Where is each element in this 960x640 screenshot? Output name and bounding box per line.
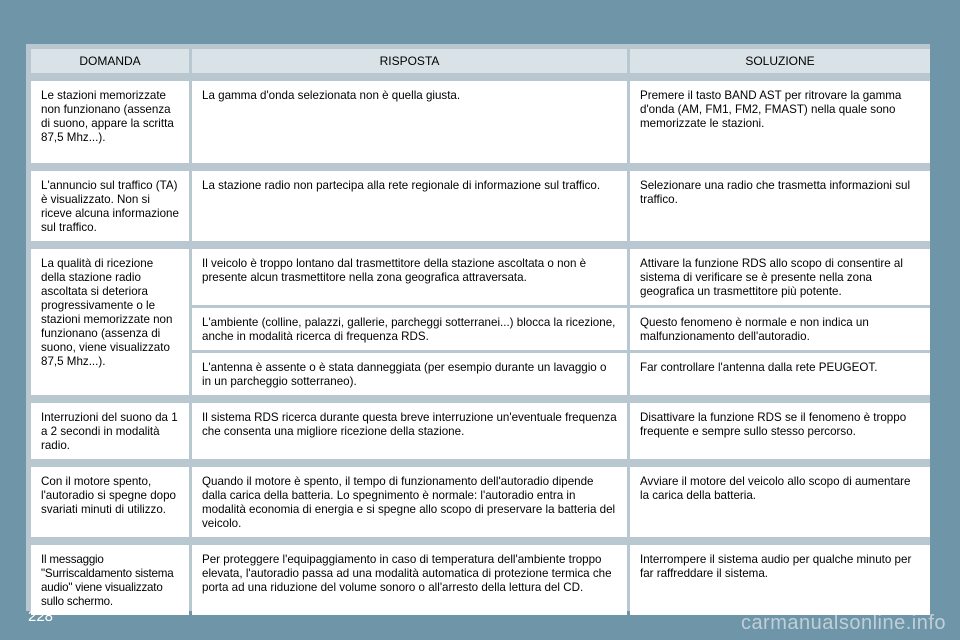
solution-cell: Questo fenomeno è normale e non indica un malfunzionamento dell'autoradio. [630, 308, 930, 350]
solution-cell: Premere il tasto BAND AST per ritrovare la gamma d'onda (AM, FM1, FM2, FMAST) nella quale sono memorizzate le stazioni. [630, 81, 930, 163]
solution-cell: Avviare il motore del veicolo allo scopo di aumentare la carica della batteria. [630, 467, 930, 537]
solution-cell: Interrompere il sistema audio per qualche minuto per far raffreddare il sistema. [630, 545, 930, 615]
answer-cell: L'antenna è assente o è stata danneggiata (per esempio durante un lavaggio o in un parcheggio sotterraneo). [192, 353, 627, 395]
question-cell: Con il motore spento, l'autoradio si spegne dopo svariati minuti di utilizzo. [31, 467, 189, 537]
answer-cell: Quando il motore è spento, il tempo di funzionamento dell'autoradio dipende dalla carica della batteria. Lo spegnimento è normale: l'autoradio entra in modalità economia di energia e si spegne allo scopo di preservare la batteria del veicolo. [192, 467, 627, 537]
solution-cell: Disattivare la funzione RDS se il fenomeno è troppo frequente e sempre sullo stesso percorso. [630, 403, 930, 459]
header-row [31, 49, 930, 73]
question-cell: Le stazioni memorizzate non funzionano (assenza di suono, appare la scritta 87,5 Mhz...). [31, 81, 189, 163]
table-row [31, 249, 930, 305]
table-row [31, 171, 930, 241]
table-row [31, 403, 930, 459]
solution-cell: Attivare la funzione RDS allo scopo di consentire al sistema di verificare se è presente nella zona geografica un trasmettitore più potente. [630, 249, 930, 305]
page-number: 228 [28, 608, 54, 625]
faq-table [28, 46, 933, 618]
answer-cell: L'ambiente (colline, palazzi, gallerie, parcheggi sotterranei...) blocca la ricezione, anche in modalità ricerca di frequenza RDS. [192, 308, 627, 350]
question-cell: Interruzioni del suono da 1 a 2 secondi in modalità radio. [31, 403, 189, 459]
question-cell: Il messaggio "Surriscaldamento sistema audio" viene visualizzato sullo schermo. [31, 545, 189, 615]
watermark: carmanualsonline.info [740, 612, 946, 634]
table-row [31, 545, 930, 615]
header-risposta: RISPOSTA [192, 49, 627, 73]
answer-cell: Per proteggere l'equipaggiamento in caso di temperatura dell'ambiente troppo elevata, l'autoradio passa ad una modalità automatica di protezione termica che porta ad una riduzione del volume sonoro o all'arresto della lettura del CD. [192, 545, 627, 615]
answer-cell: Il sistema RDS ricerca durante questa breve interruzione un'eventuale frequenza che consenta una migliore ricezione della stazione. [192, 403, 627, 459]
solution-cell: Far controllare l'antenna dalla rete PEUGEOT. [630, 353, 930, 395]
answer-cell: La stazione radio non partecipa alla rete regionale di informazione sul traffico. [192, 171, 627, 241]
question-cell: L'annuncio sul traffico (TA) è visualizzato. Non si riceve alcuna informazione sul traffico. [31, 171, 189, 241]
answer-cell: La gamma d'onda selezionata non è quella giusta. [192, 81, 627, 163]
header-soluzione: SOLUZIONE [630, 49, 930, 73]
solution-cell: Selezionare una radio che trasmetta informazioni sul traffico. [630, 171, 930, 241]
table-row [31, 467, 930, 537]
question-cell: La qualità di ricezione della stazione radio ascoltata si deteriora progressivamente o le stazioni memorizzate non funzionano (assenza di suono, viene visualizzato 87,5 Mhz...). [31, 249, 189, 395]
table-row [31, 81, 930, 163]
answer-cell: Il veicolo è troppo lontano dal trasmettitore della stazione ascoltata o non è presente alcun trasmettitore nella zona geografica attraversata. [192, 249, 627, 305]
header-domanda: DOMANDA [31, 49, 189, 73]
